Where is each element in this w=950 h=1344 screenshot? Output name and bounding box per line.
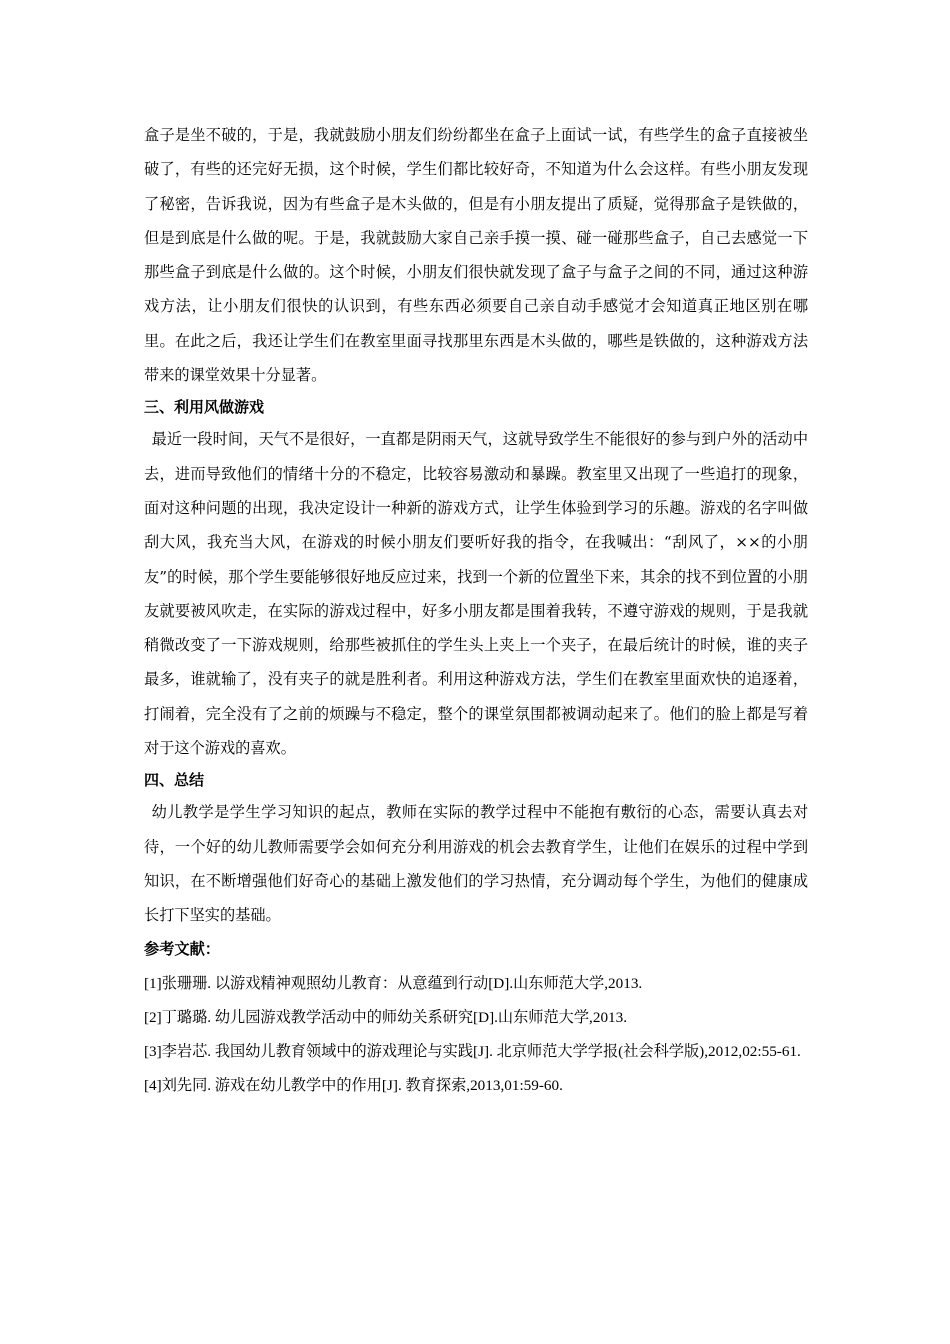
body-paragraph-boxes: 盒子是坐不破的，于是，我就鼓励小朋友们纷纷都坐在盒子上面试一试，有些学生的盒子直接被坐破了，有些的还完好无损，这个时候，学生们都比较好奇，不知道为什么会这样。有些小朋友发现了秘密，告诉我说，因为有些盒子是木头做的，但是有小朋友提出了质疑，觉得那盒子是铁做的，但是到底是什么做的呢。于是，我就鼓励大家自己亲手摸一摸、碰一碰那些盒子，自己去感觉一下那些盒子到底是什么做的。这个时候，小朋友们很快就发现了盒子与盒子之间的不同，通过这种游戏方法，让小朋友们很快的认识到，有些东西必须要自己亲自动手感觉才会知道真正地区别在哪里。在此之后，我还让学生们在教室里面寻找那里东西是木头做的，哪些是铁做的，这种游戏方法带来的课堂效果十分显著。 <box>144 126 808 385</box>
section-heading-summary: 四、总结 <box>144 771 205 790</box>
document-page <box>144 118 808 1103</box>
body-paragraph-wind-game: 最近一段时间，天气不是很好，一直都是阴雨天气，这就导致学生不能很好的参与到户外的活动中去，进而导致他们的情绪十分的不稳定，比较容易激动和暴躁。教室里又出现了一些追打的现象，面对这种问题的出现，我决定设计一种新的游戏方式，让学生体验到学习的乐趣。游戏的名字叫做刮大风，我充当大风，在游戏的时候小朋友们要听好我的指令，在我喊出：“刮风了，××的小朋友”的时候，那个学生要能够很好地反应过来，找到一个新的位置坐下来，其余的找不到位置的小朋友就要被风吹走，在实际的游戏过程中，好多小朋友都是围着我转，不遵守游戏的规则，于是我就稍微改变了一下游戏规则，给那些被抓住的学生头上夹上一个夹子，在最后统计的时候，谁的夹子最多，谁就输了，没有夹子的就是胜利者。利用这种游戏方法，学生们在教室里面欢快的追逐着，打闹着，完全没有了之前的烦躁与不稳定，整个的课堂氛围都被调动起来了。他们的脸上都是写着对于这个游戏的喜欢。 <box>144 430 808 758</box>
references-section <box>144 933 808 1103</box>
section-heading-wind-game: 三、利用风做游戏 <box>144 398 265 417</box>
reference-item: [4]刘先同. 游戏在幼儿教学中的作用[J]. 教育探索,2013,01:59-60. <box>144 1076 563 1094</box>
reference-item: [2]丁璐璐. 幼儿园游戏教学活动中的师幼关系研究[D].山东师范大学,2013. <box>144 1008 628 1026</box>
reference-item: [3]李岩芯. 我国幼儿教育领域中的游戏理论与实践[J]. 北京师范大学学报(社会科学版),2012,02:55-61. <box>144 1042 801 1060</box>
reference-item: [1]张珊珊. 以游戏精神观照幼儿教育：从意蕴到行动[D].山东师范大学,2013. <box>144 974 643 992</box>
body-paragraph-summary: 幼儿教学是学生学习知识的起点，教师在实际的教学过程中不能抱有敷衍的心态，需要认真去对待，一个好的幼儿教师需要学会如何充分利用游戏的机会去教育学生，让他们在娱乐的过程中学到知识，在不断增强他们好奇心的基础上激发他们的学习热情，充分调动每个学生，为他们的健康成长打下坚实的基础。 <box>144 803 808 925</box>
references-title: 参考文献： <box>144 940 220 958</box>
